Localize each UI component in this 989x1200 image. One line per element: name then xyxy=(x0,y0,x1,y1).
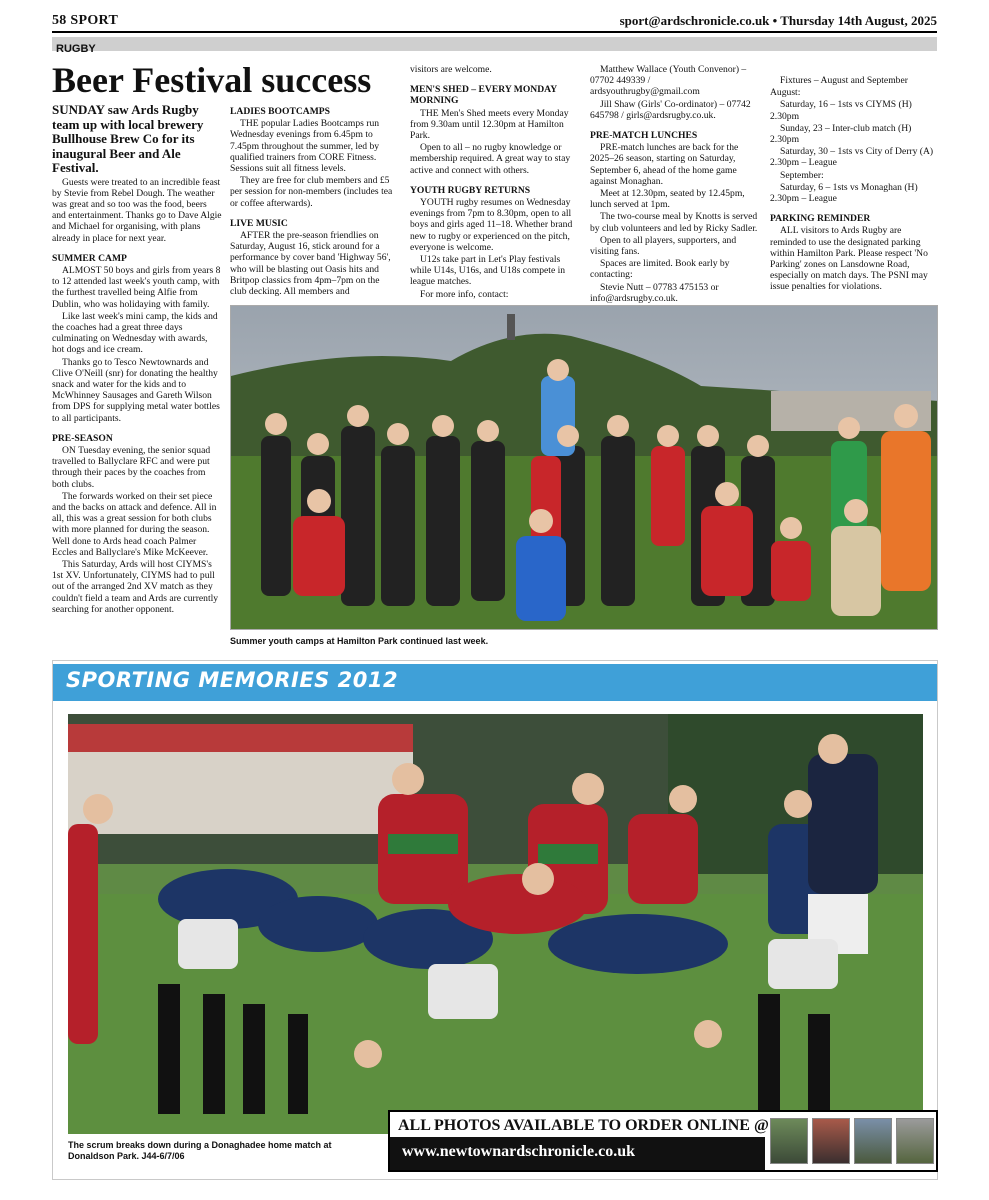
paragraph: U12s take part in Let's Play festivals while U14s, U16s, and U18s compete in league matches. xyxy=(410,254,566,288)
sporting-memories-title: SPORTING MEMORIES 2012 xyxy=(66,668,399,692)
paragraph: ALL visitors to Ards Rugby are reminded to use the designated parking within Hamilton Park. Please respect 'No Parking' zones on Lansdowne Road, especially on match days. The PSNI may issue penalties for violations. xyxy=(770,225,928,293)
fixture: Saturday, 30 – 1sts vs City of Derry (A) 2.30pm – League xyxy=(770,146,934,169)
paragraph: Jill Shaw (Girls' Co-ordinator) – 07742 645798 / girls@ardsrugby.co.uk. xyxy=(590,98,751,121)
paragraph: Like last week's mini camp, the kids and the coaches had a great three days culminating on Wednesday with awards, hot dogs and ice cream. xyxy=(52,310,218,356)
promo-url-link[interactable]: www.newtownardschronicle.co.uk xyxy=(402,1143,636,1160)
section-name: SPORT xyxy=(70,13,119,28)
section-bar xyxy=(52,37,937,55)
subhead: PRE-MATCH LUNCHES xyxy=(590,130,698,142)
section-label: RUGBY xyxy=(56,43,96,55)
scrum-photo-illustration xyxy=(68,714,923,1134)
paragraph: The forwards worked on their set piece and the backs on attack and defence. All in all, this was a great session for both clubs with more planned for during the season. Well done to Ards head coach Palmer Eccles and Ballyclare's Mike McKeever. xyxy=(52,490,217,558)
paragraph: THE Men's Shed meets every Monday from 9.30am until 12.30pm at Hamilton Park. xyxy=(410,107,569,142)
paragraph: visitors are welcome. xyxy=(410,64,492,75)
column-2 xyxy=(230,106,398,298)
subhead: MEN'S SHED – EVERY MONDAY MORNING xyxy=(410,84,557,107)
paragraph: Open to all – no rugby knowledge or membership required. A great way to stay active and connect with others. xyxy=(410,142,571,176)
paragraph: YOUTH rugby resumes on Wednesday evenings from 7pm to 8.30pm, open to all boys and girls aged 11–18. Whether brand new to rugby or experienced on the pitch, everyone is welcome. xyxy=(410,197,573,253)
youth-camp-photo-illustration xyxy=(231,306,938,630)
subhead: PRE-SEASON xyxy=(52,432,113,444)
column-5 xyxy=(770,75,938,294)
promo-thumbnail xyxy=(854,1118,892,1164)
paragraph: August: xyxy=(770,87,801,99)
scrum-photo xyxy=(68,714,923,1134)
promo-text: ALL PHOTOS AVAILABLE TO ORDER ONLINE @ xyxy=(398,1117,769,1134)
page-number-section xyxy=(52,13,118,29)
header-rule xyxy=(52,31,937,33)
page-number: 58 xyxy=(52,13,67,28)
paragraph: Guests were treated to an incredible feast by Stevie from Rebel Dough. The weather was great and so too was the food, beers and entertainment. Thanks go to Dave Algie and Michael for organising, with plans already in place for next year. xyxy=(52,176,222,244)
promo-thumbnail xyxy=(896,1118,934,1164)
paragraph: PRE-match lunches are back for the 2025–26 season, starting on Saturday, September 6, ahead of the home game against Monaghan. xyxy=(590,142,739,187)
subhead: LADIES BOOTCAMPS xyxy=(230,106,330,117)
subhead: SUMMER CAMP xyxy=(52,252,127,264)
paragraph: September: xyxy=(780,169,824,181)
subhead: LIVE MUSIC xyxy=(230,217,288,229)
paragraph: Stevie Nutt – 07783 475153 or info@ardsrugby.co.uk. xyxy=(590,281,719,304)
paragraph: THE popular Ladies Bootcamps run Wednesday evenings from 6.45pm to 7.45pm throughout the summer, led by qualified trainers from CORE Fitness. Sessions suit all fitness levels. xyxy=(230,118,380,175)
intro-paragraph: SUNDAY saw Ards Rugby team up with local brewery Bullhouse Brew Co for its inaugural Beer and Ale Festival. xyxy=(52,102,204,175)
paragraph: This Saturday, Ards will host CIYMS's 1st XV. Unfortunately, CIYMS had to pull out of the arranged 2nd XV match as they couldn't field a team and Ards are currently searching for another opponent. xyxy=(52,559,219,615)
subhead: PARKING REMINDER xyxy=(770,213,871,225)
paragraph: Open to all players, supporters, and visiting fans. xyxy=(590,234,737,258)
paragraph: AFTER the pre-season friendlies on Saturday, August 16, stick around for a performance by cover band 'Highway 56', who will be blasting out Oasis hits and Britpop classics from 4pm–7pm on the club decking. All members and xyxy=(230,230,391,298)
paragraph: For more info, contact: xyxy=(420,288,509,300)
column-3 xyxy=(410,64,582,301)
fixture: Sunday, 23 – Inter-club match (H) 2.30pm xyxy=(770,122,912,146)
scrum-caption: The scrum breaks down during a Donaghadee home match at Donaldson Park. J44-6/7/06 xyxy=(68,1140,332,1161)
header-email-date: sport@ardschronicle.co.uk • Thursday 14th August, 2025 xyxy=(619,13,937,28)
promo-thumbnail xyxy=(812,1118,850,1164)
youth-camp-photo xyxy=(230,305,938,630)
subhead: YOUTH RUGBY RETURNS xyxy=(410,184,531,196)
fixture: Saturday, 6 – 1sts vs Monaghan (H) 2.30pm – League xyxy=(770,181,918,205)
column-1 xyxy=(52,103,222,616)
paragraph: Matthew Wallace (Youth Convenor) – 07702 449339 / ardsyouthrugby@gmail.com xyxy=(590,64,747,98)
paragraph: Meet at 12.30pm, seated by 12.45pm, lunch served at 1pm. xyxy=(590,188,745,211)
paragraph: Fixtures – August and September xyxy=(780,75,908,86)
paragraph: Spaces are limited. Book early by contacting: xyxy=(590,258,730,281)
column-4 xyxy=(590,64,762,305)
paragraph: Thanks go to Tesco Newtownards and Clive O'Neill (snr) for donating the healthy snack and water for the kids and to McWhinney Sausages and Gareth Wilson from DPS for supplying metal water bottles to all participants. xyxy=(52,356,220,424)
paragraph: ON Tuesday evening, the senior squad travelled to Ballyclare RFC and were put through their paces by the coaches from both clubs. xyxy=(52,444,211,490)
youth-camp-caption: Summer youth camps at Hamilton Park continued last week. xyxy=(230,636,489,646)
paragraph: ALMOST 50 boys and girls from years 8 to 12 attended last week's youth camp, with the furthest travelled being Alfie from Dublin, who was holidaying with family. xyxy=(52,264,221,310)
paragraph: They are free for club members and £5 per session for non-members (includes tea or coffee afterwards). xyxy=(230,175,393,209)
fixture: Saturday, 16 – 1sts vs CIYMS (H) 2.30pm xyxy=(770,99,912,122)
promo-thumbnail xyxy=(770,1118,808,1164)
paragraph: The two-course meal by Knotts is served by club volunteers and led by Ricky Sadler. xyxy=(590,211,758,234)
headline: Beer Festival success xyxy=(52,60,372,100)
